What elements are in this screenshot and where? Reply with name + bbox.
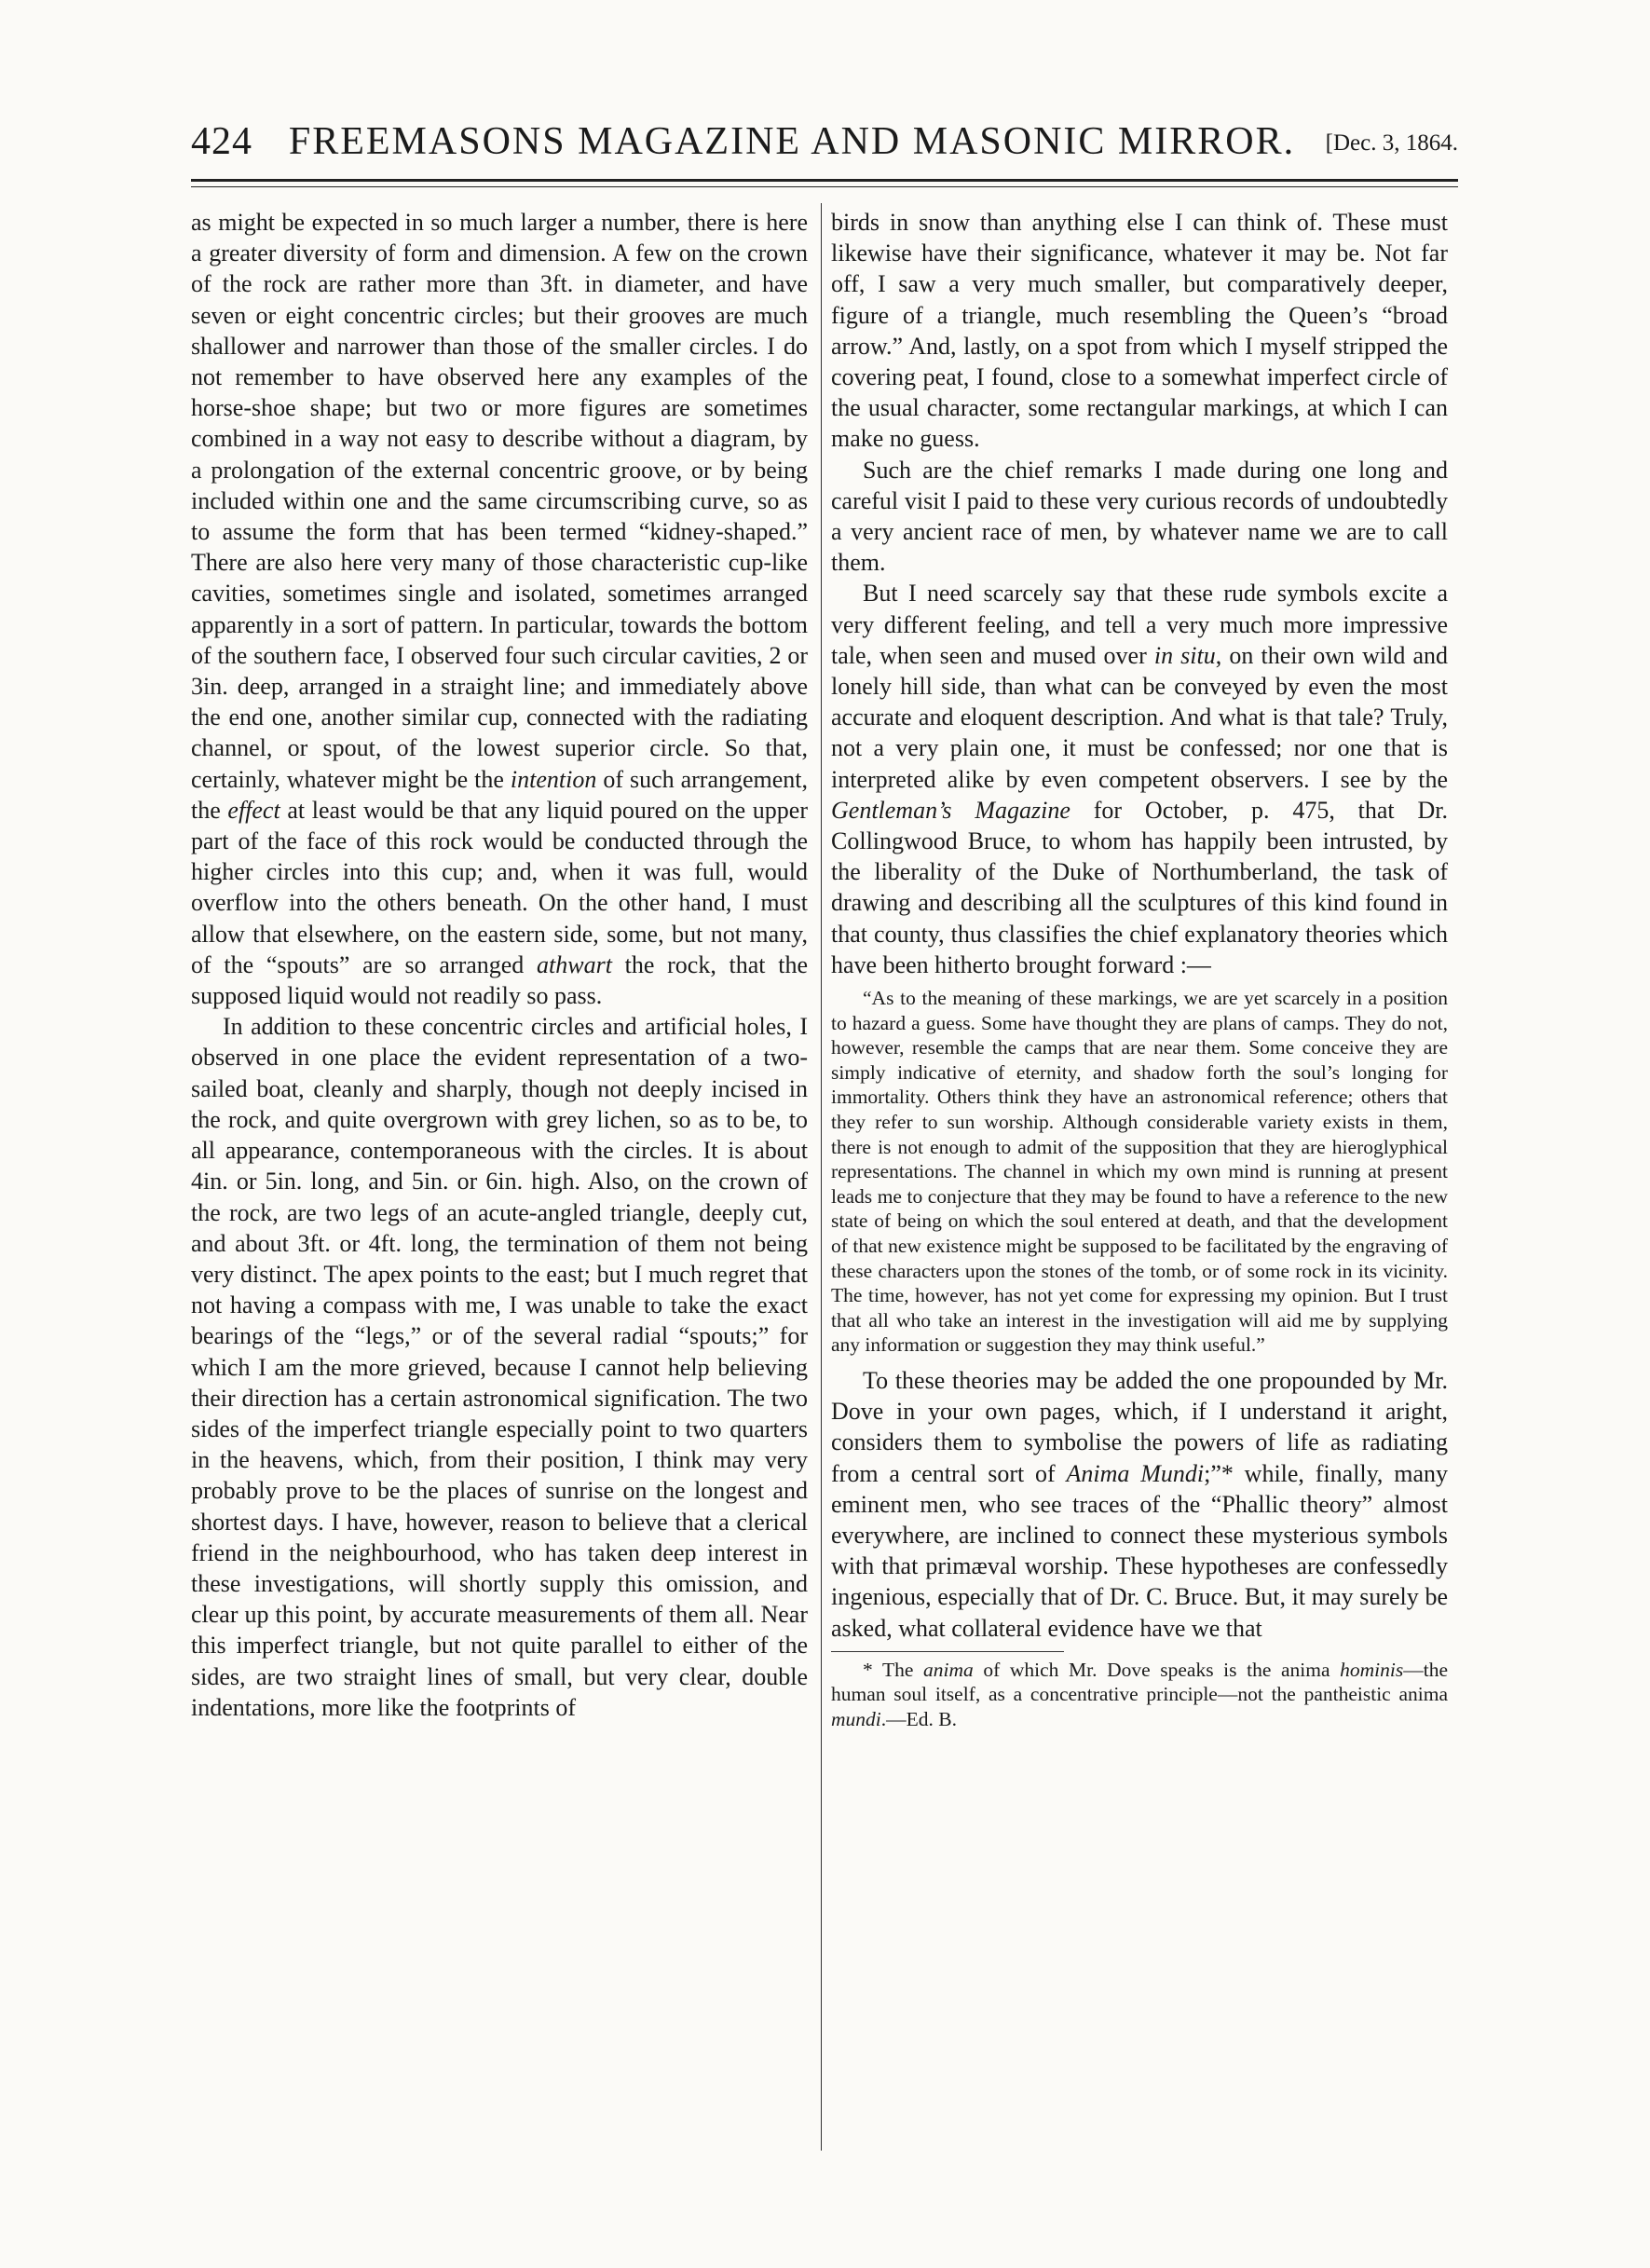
paragraph: Such are the chief remarks I made during one long and careful visit I paid to these very curious records of undoubtedly a very ancient race of men, by whatever name we are to call them. [831,456,1448,577]
paragraph: In addition to these concentric circles and artificial holes, I observed in one place the evident representation of a two-sailed boat, cleanly and sharply, though not deeply incised in the rock, and quite overgrown with grey lichen, so as to be, to all appearance, contemporaneous with the circles. It is about 4in. or 5in. long, and 5in. or 6in. high. Also, on the crown of the rock, are two legs of an acute-angled triangle, deeply cut, and about 3ft. or 4ft. long, the termination of them not being very distinct. The apex points to the east; but I much regret that not having a compass with me, I was unable to take the exact bearings of the “legs,” or of the several radial “spouts;” for which I am the more grieved, because I cannot help believing their direction has a certain astronomical signification. The two sides of the imperfect triangle especially point to two quarters in the heavens, which, from their position, I think may very probably prove to be the places of sunrise on the longest and shortest days. I have, however, reason to believe that a clerical friend in the neighbourhood, who has taken deep interest in these investigations, will shortly supply this omission, and clear up this point, by accurate measurements of them all. Near this imperfect triangle, but not quite parallel to either of the sides, are two straight lines of small, but very clear, double indentations, more like the footprints of [191,1013,808,1721]
paragraph: But I need scarcely say that these rude symbols excite a very different feeling, and tell a very much more impressive tale, when seen and mused over in situ, on their own wild and lonely hill side, than what can be conveyed by even the most accurate and eloquent description. And what is that tale? Truly, not a very plain one, it must be confessed; nor one that is interpreted alike by even competent observers. I see by the Gentleman’s Magazine for October, p. 475, that Dr. Collingwood Bruce, to whom has happily been intrusted, by the liberality of the Duke of Northumberland, the task of drawing and describing all the sculptures of this kind found in that county, thus classifies the chief explanatory theories which have been hitherto brought forward :— [831,580,1448,978]
page-header [191,119,1458,175]
left-column [191,207,808,1723]
paragraph: as might be expected in so much larger a number, there is here a greater diversity of form and dimension. A few on the crown of the rock are rather more than 3ft. in diameter, and have seven or eight concentric circles; but their grooves are much shallower and narrower than those of the smaller circles. I do not remember to have observed here any examples of the horse-shoe shape; but two or more figures are sometimes combined in a way not easy to describe without a diagram, by a prolongation of the external concentric groove, or by being included within one and the same circumscribing curve, so as to assume the form that has been termed “kidney-shaped.” There are also here very many of those characteristic cup-like cavities, sometimes single and isolated, sometimes arranged apparently in a sort of pattern. In particular, towards the bottom of the southern face, I observed four such circular cavities, 2 or 3in. deep, arranged in a straight line; and immediately above the end one, another similar cup, connected with the radiating channel, or spout, of the lowest superior circle. So that, certainly, whatever might be the intention of such arrangement, the effect at least would be that any liquid poured on the upper part of the face of this rock would be conducted through the higher circles into this cup; and, when it was full, would overflow into the others beneath. On the other hand, I must allow that elsewhere, on the eastern side, some, but not many, of the “spouts” are so arranged athwart the rock, that the supposed liquid would not readily so pass. [191,209,809,1010]
footnote: * The anima of which Mr. Dove speaks is the anima hominis—the human soul itself, as a concentrative principle—not the pantheistic anima mundi.—Ed. B. [831,1658,1448,1730]
header-rule-thin [191,186,1458,187]
right-column [831,207,1448,1732]
masthead-title: FREEMASONS MAGAZINE AND MASONIC MIRROR. [288,120,1296,163]
column-divider [821,203,822,2151]
block-quote: “As to the meaning of these markings, we are yet scarcely in a position to hazard a guess. Some have thought they are plans of camps. They do not, however, resemble the camps that are near them. Some conceive they are simply indicative of eternity, and shadow forth the soul’s longing for immortality. Others think they have an astronomical reference; others that they refer to sun worship. Although considerable variety exists in them, there is not enough to admit of the supposition that they are hieroglyphical representations. The channel in which my own mind is running at present leads me to conjecture that they may be found to have a reference to the new state of being on which the soul entered at death, and that the development of that new existence might be supposed to be facilitated by the engraving of these characters upon the stones of the tomb, or of some rock in its vicinity. The time, however, has not yet come for expressing my opinion. But I trust that all who take an interest in the investigation will aid me by supplying any information or suggestion they may think useful.” [831,987,1448,1357]
paragraph: To these theories may be added the one propounded by Mr. Dove in your own pages, which, if I understand it aright, considers them to symbolise the powers of life as radiating from a central sort of Anima Mundi;”* while, finally, many eminent men, who see traces of the “Phallic theory” almost everywhere, are inclined to connect these mysterious symbols with that primæval worship. These hypotheses are confessedly ingenious, especially that of Dr. C. Bruce. But, it may surely be asked, what collateral evidence have we that [831,1366,1448,1642]
issue-date: [Dec. 3, 1864. [1325,130,1458,156]
paragraph: birds in snow than anything else I can think of. These must likewise have their significance, whatever it may be. Not far off, I saw a very much smaller, but comparatively deeper, figure of a triangle, much resembling the Queen’s “broad arrow.” And, lastly, on a spot from which I myself stripped the covering peat, I found, close to a somewhat imperfect circle of the usual character, some rectangular markings, at which I can make no guess. [831,209,1448,453]
footnote-rule [831,1651,1064,1652]
page-number: 424 [191,120,252,163]
header-rule-thick [191,179,1458,182]
